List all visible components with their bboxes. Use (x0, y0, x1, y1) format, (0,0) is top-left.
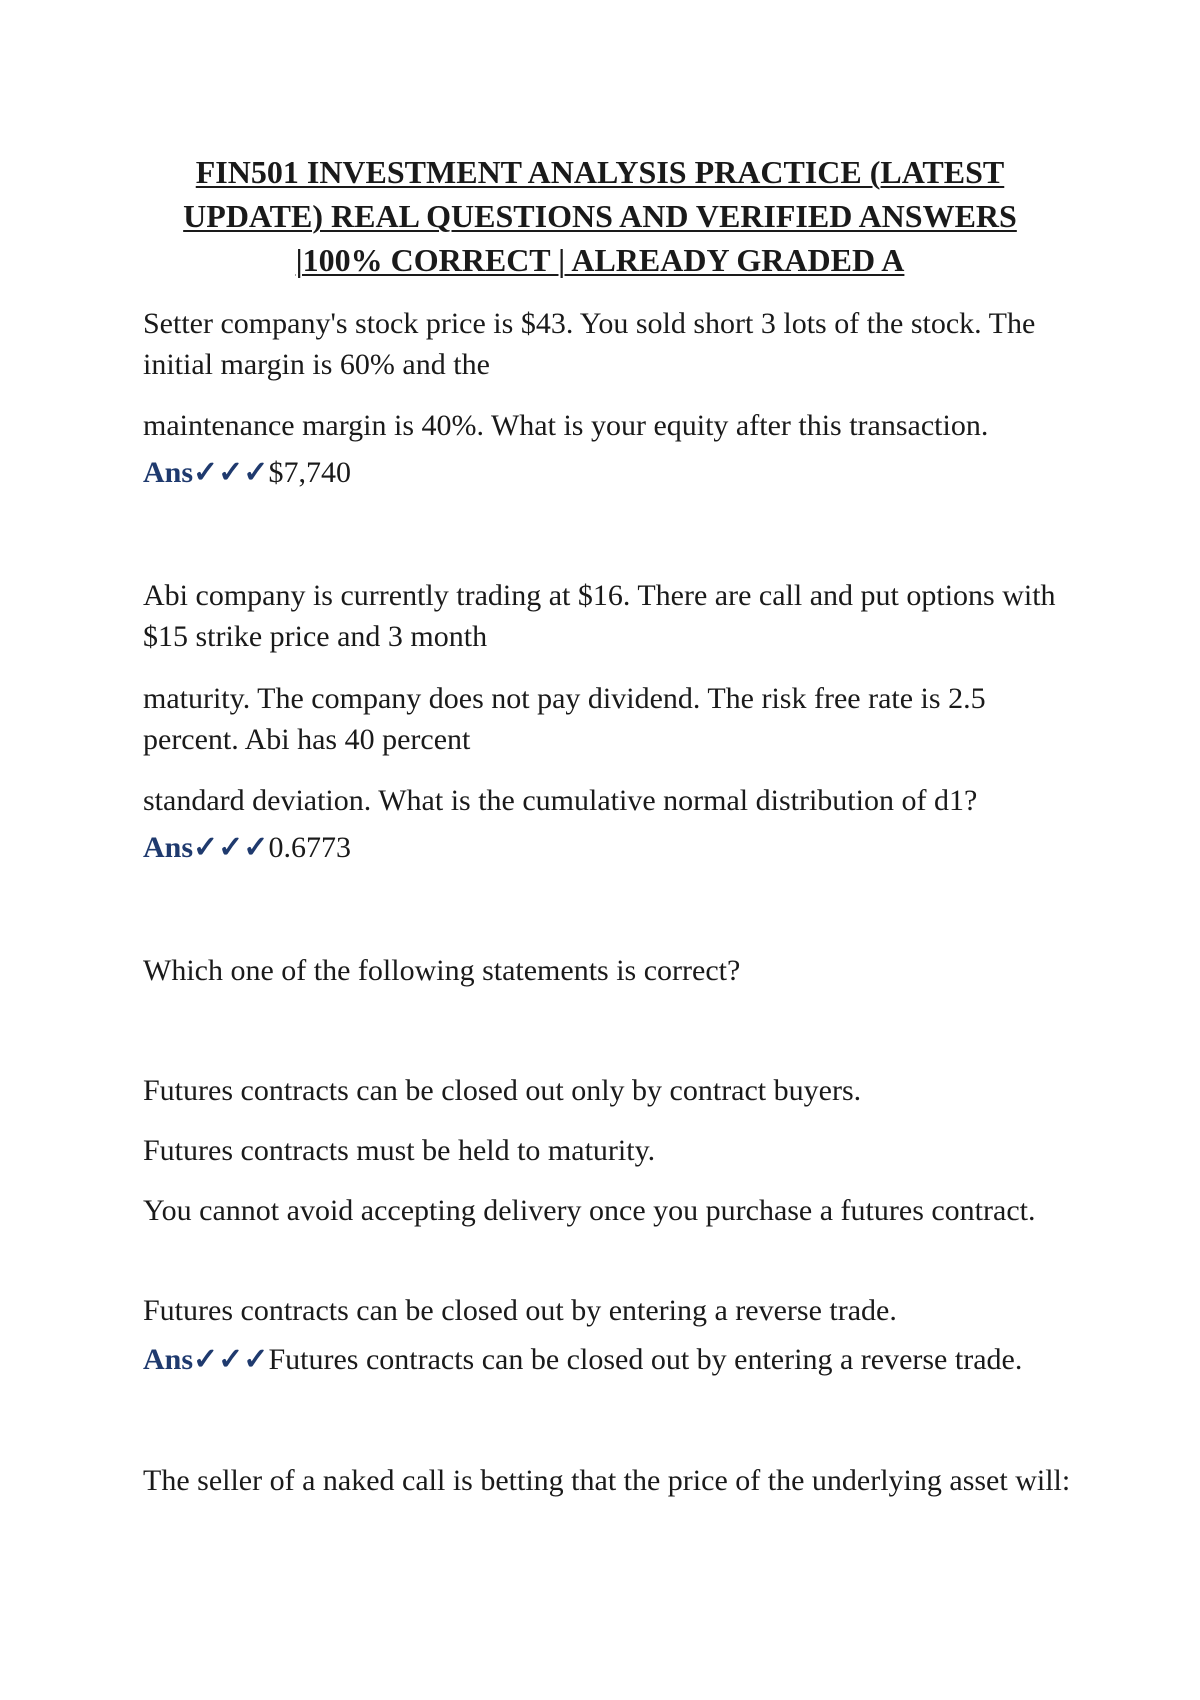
answer-label: Ans (143, 1343, 194, 1376)
q2-answer: 0.6773 (268, 831, 351, 864)
check-icon: ✓✓✓ (193, 831, 269, 864)
q2-line1: Abi company is currently trading at $16. There are call and put options with $15 strike price and 3 month (143, 579, 1056, 653)
q2-answer-line (143, 827, 1083, 868)
q3-question: Which one of the following statements is correct? (143, 954, 741, 987)
q1-answer-line (143, 452, 1083, 493)
check-icon: ✓✓✓ (193, 456, 269, 489)
q3-option-1: Futures contracts can be closed out only by contract buyers. (143, 1074, 862, 1107)
q3-option-3: You cannot avoid accepting delivery once you purchase a futures contract. (143, 1194, 1036, 1227)
document-title: FIN501 INVESTMENT ANALYSIS PRACTICE (LATEST UPDATE) REAL QUESTIONS AND VERIFIED ANSWERS |100% CORRECT | ALREADY GRADED A (183, 154, 1017, 278)
q3-option-4: Futures contracts can be closed out by entering a reverse trade. (143, 1294, 897, 1327)
q2-line3: standard deviation. What is the cumulative normal distribution of d1? (143, 784, 978, 817)
q1-line1: Setter company's stock price is $43. You sold short 3 lots of the stock. The initial margin is 60% and the (143, 307, 1036, 381)
answer-label: Ans (143, 456, 194, 489)
q3-option-2: Futures contracts must be held to maturity. (143, 1134, 656, 1167)
q3-answer: Futures contracts can be closed out by entering a reverse trade. (268, 1343, 1023, 1376)
q3-answer-line (143, 1339, 1083, 1380)
q1-line2: maintenance margin is 40%. What is your equity after this transaction. (143, 409, 989, 442)
q2-line2: maturity. The company does not pay dividend. The risk free rate is 2.5 percent. Abi has 40 percent (143, 682, 986, 756)
q4-question: The seller of a naked call is betting that the price of the underlying asset will: (143, 1464, 1071, 1497)
answer-label: Ans (143, 831, 194, 864)
check-icon: ✓✓✓ (193, 1343, 269, 1376)
q1-answer: $7,740 (268, 456, 351, 489)
